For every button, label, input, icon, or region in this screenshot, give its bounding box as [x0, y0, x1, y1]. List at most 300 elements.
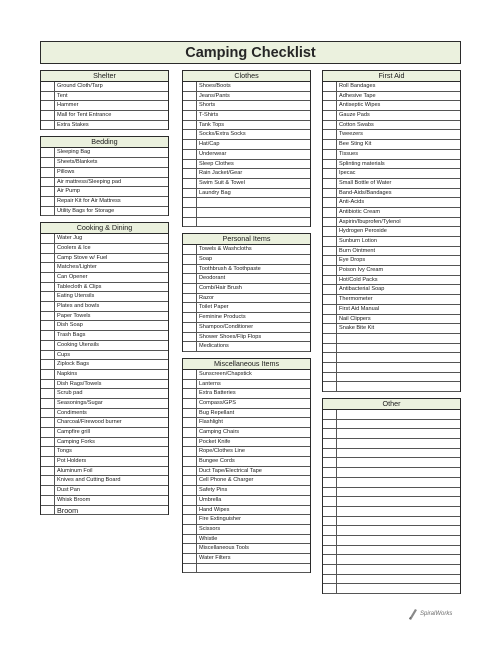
checklist-item-label: Tent: [57, 92, 68, 99]
checkbox[interactable]: [41, 273, 55, 282]
column-middle: [182, 70, 311, 573]
checkbox[interactable]: [183, 428, 197, 437]
column-right: [322, 70, 461, 594]
checklist-item-label: Aluminum Foil: [57, 467, 93, 474]
section-shelter: [40, 70, 169, 130]
checklist-row: [41, 178, 168, 188]
checklist-item-label: Sleeping Bag: [57, 149, 91, 156]
checkbox[interactable]: [183, 535, 197, 544]
checklist-row: [183, 303, 310, 313]
checkbox[interactable]: [323, 160, 337, 169]
checkbox[interactable]: [41, 399, 55, 408]
checklist-item-label: Ipecac: [339, 170, 356, 177]
checkbox[interactable]: [183, 303, 197, 312]
checklist-item-label: Sheets/Blankets: [57, 159, 98, 166]
checklist-item-label: Compass/GPS: [199, 399, 236, 406]
checklist-row: [323, 353, 460, 363]
checklist-item-label: Scrub pad: [57, 390, 83, 397]
checkbox[interactable]: [183, 208, 197, 217]
checkbox[interactable]: [41, 370, 55, 379]
checkbox[interactable]: [323, 266, 337, 275]
checkbox[interactable]: [323, 111, 337, 120]
checklist-item-label: Whisk Broom: [57, 496, 91, 503]
checkbox[interactable]: [183, 245, 197, 254]
checkbox[interactable]: [41, 486, 55, 495]
checklist-row: [183, 333, 310, 343]
checkbox[interactable]: [323, 169, 337, 178]
checklist-row: [41, 148, 168, 158]
checkbox[interactable]: [183, 198, 197, 207]
checkbox[interactable]: [323, 526, 337, 535]
checklist-row: [41, 121, 168, 131]
checklist-item-label: [337, 584, 460, 593]
checklist-row: [41, 111, 168, 121]
checkbox[interactable]: [41, 111, 55, 120]
checkbox[interactable]: [323, 208, 337, 217]
checkbox[interactable]: [323, 150, 337, 159]
checkbox[interactable]: [41, 283, 55, 292]
checkbox[interactable]: [41, 254, 55, 263]
checklist-item-label: Mall for Tent Entrance: [57, 112, 112, 119]
section-firstaid: [322, 70, 461, 392]
checkbox[interactable]: [323, 121, 337, 130]
checklist-row: [323, 526, 460, 536]
checklist-row: [323, 237, 460, 247]
checkbox[interactable]: [183, 101, 197, 110]
checkbox[interactable]: [323, 247, 337, 256]
checkbox[interactable]: [323, 101, 337, 110]
checklist-row: [183, 467, 310, 477]
checkbox[interactable]: [41, 187, 55, 196]
checkbox[interactable]: [183, 294, 197, 303]
checklist-row: [41, 273, 168, 283]
checklist-row: [323, 344, 460, 354]
checklist-item-label: Jeans/Pants: [199, 92, 230, 99]
checklist-row: [183, 208, 310, 218]
checkbox[interactable]: [323, 488, 337, 497]
checklist-row: [41, 370, 168, 380]
checklist-row: [183, 506, 310, 516]
checklist-row: [41, 418, 168, 428]
checklist-row: [183, 457, 310, 467]
checklist-row: [183, 428, 310, 438]
checkbox[interactable]: [183, 218, 197, 227]
checklist-item-label: Tank Tops: [199, 121, 225, 128]
checkbox[interactable]: [183, 111, 197, 120]
checklist-item-label: Broom: [57, 505, 79, 515]
checkbox[interactable]: [323, 179, 337, 188]
checklist-row: [41, 302, 168, 312]
checkbox[interactable]: [323, 536, 337, 545]
pencil-icon: [408, 608, 418, 620]
checkbox[interactable]: [323, 517, 337, 526]
checklist-item-label: [337, 410, 460, 419]
checklist-row: [183, 111, 310, 121]
checklist-item-label: [337, 439, 460, 448]
checklist-row: [323, 256, 460, 266]
checklist-item-label: [337, 565, 460, 574]
checklist-row: [183, 160, 310, 170]
checkbox[interactable]: [323, 276, 337, 285]
checkbox[interactable]: [183, 544, 197, 553]
checkbox[interactable]: [41, 506, 55, 515]
checklist-row: [41, 254, 168, 264]
checkbox[interactable]: [323, 256, 337, 265]
checkbox[interactable]: [183, 418, 197, 427]
checklist-row: [183, 245, 310, 255]
checkbox[interactable]: [41, 341, 55, 350]
checklist-item-label: Nail Clippers: [339, 315, 371, 322]
checkbox[interactable]: [41, 292, 55, 301]
checklist-row: [323, 468, 460, 478]
checkbox[interactable]: [41, 351, 55, 360]
checklist-item-label: Pocket Knife: [199, 438, 231, 445]
checkbox[interactable]: [323, 189, 337, 198]
checkbox[interactable]: [323, 218, 337, 227]
checklist-row: [183, 169, 310, 179]
checkbox[interactable]: [41, 476, 55, 485]
checkbox[interactable]: [41, 457, 55, 466]
checkbox[interactable]: [183, 515, 197, 524]
checkbox[interactable]: [323, 478, 337, 487]
checkbox[interactable]: [183, 409, 197, 418]
checklist-item-label: Air mattress/Sleeping pad: [57, 178, 122, 185]
checklist-item-label: [337, 526, 460, 535]
checkbox[interactable]: [41, 321, 55, 330]
checkbox[interactable]: [323, 546, 337, 555]
checkbox[interactable]: [41, 312, 55, 321]
section-misc: [182, 358, 311, 573]
checklist-row: [183, 274, 310, 284]
checkbox[interactable]: [323, 584, 337, 593]
checkbox[interactable]: [183, 284, 197, 293]
checklist-row: [323, 208, 460, 218]
checkbox[interactable]: [323, 305, 337, 314]
checklist-item-label: Dish Rags/Towels: [57, 380, 102, 387]
checkbox[interactable]: [41, 428, 55, 437]
checklist-row: [183, 294, 310, 304]
checklist-row: [183, 370, 310, 380]
checklist-row: [323, 121, 460, 131]
section-heading-bedding: Bedding: [41, 136, 168, 148]
checklist-row: [323, 565, 460, 575]
checkbox[interactable]: [183, 389, 197, 398]
checklist-row: [323, 497, 460, 507]
checkbox[interactable]: [183, 265, 197, 274]
checkbox[interactable]: [183, 399, 197, 408]
checkbox[interactable]: [41, 207, 55, 216]
checkbox[interactable]: [323, 507, 337, 516]
checklist-row: [323, 179, 460, 189]
checklist-item-label: [337, 575, 460, 584]
checklist-row: [41, 234, 168, 244]
checklist-item-label: [337, 429, 460, 438]
checklist-item-label: Water Jug: [57, 235, 83, 242]
checklist-item-label: Roll Bandages: [339, 83, 376, 89]
checklist-row: [323, 315, 460, 325]
checkbox[interactable]: [41, 331, 55, 340]
checkbox[interactable]: [41, 121, 55, 130]
checkbox[interactable]: [183, 169, 197, 178]
checklist-item-label: Dust Pan: [57, 487, 81, 494]
checklist-row: [323, 536, 460, 546]
checkbox[interactable]: [41, 148, 55, 157]
checkbox[interactable]: [183, 274, 197, 283]
checkbox[interactable]: [41, 244, 55, 253]
checkbox[interactable]: [323, 198, 337, 207]
checklist-item-label: Dish Soap: [57, 322, 83, 329]
checkbox[interactable]: [183, 496, 197, 505]
checklist-item-label: [337, 517, 460, 526]
checkbox[interactable]: [41, 92, 55, 101]
checklist-item-label: [197, 198, 310, 207]
checklist-row: [183, 255, 310, 265]
checklist-item-label: Bungee Cords: [199, 458, 235, 465]
checklist-row: [183, 284, 310, 294]
column-left: [40, 70, 169, 515]
checklist-row: [41, 506, 168, 516]
checklist-item-label: Trash Bags: [57, 332, 86, 339]
checkbox[interactable]: [323, 92, 337, 101]
checkbox[interactable]: [323, 315, 337, 324]
checklist-item-label: Soap: [199, 256, 213, 262]
checkbox[interactable]: [183, 342, 197, 351]
checkbox[interactable]: [323, 555, 337, 564]
checklist-item-label: Miscellaneous Tools: [199, 545, 249, 552]
checkbox[interactable]: [41, 447, 55, 456]
checklist-row: [41, 292, 168, 302]
checkbox[interactable]: [183, 506, 197, 515]
checklist-row: [323, 92, 460, 102]
checkbox[interactable]: [183, 447, 197, 456]
checklist-row: [41, 244, 168, 254]
checkbox[interactable]: [323, 497, 337, 506]
checkbox[interactable]: [41, 234, 55, 243]
checklist-item-label: [337, 497, 460, 506]
checkbox[interactable]: [41, 302, 55, 311]
checklist-row: [323, 140, 460, 150]
checkbox[interactable]: [183, 313, 197, 322]
checklist-row: [323, 218, 460, 228]
checkbox[interactable]: [323, 285, 337, 294]
checkbox[interactable]: [323, 449, 337, 458]
checklist-row: [183, 515, 310, 525]
checklist-item-label: Water Filters: [199, 554, 231, 561]
checklist-item-label: Extra Batteries: [199, 390, 236, 397]
checkbox[interactable]: [183, 525, 197, 534]
checkbox[interactable]: [323, 334, 337, 343]
checkbox[interactable]: [41, 438, 55, 447]
checklist-item-label: First Aid Manual: [339, 305, 380, 312]
checklist-row: [323, 555, 460, 565]
checklist-row: [41, 457, 168, 467]
checkbox[interactable]: [183, 438, 197, 447]
section-clothes: [182, 70, 311, 227]
checklist-row: [323, 373, 460, 383]
checklist-row: [183, 447, 310, 457]
checklist-item-label: Hammer: [57, 102, 79, 109]
checklist-item-label: Camp Stove w/ Fuel: [57, 254, 108, 261]
spiralworks-logo: [408, 608, 452, 620]
checklist-row: [323, 130, 460, 140]
checklist-row: [41, 321, 168, 331]
checklist-item-label: Shorts: [199, 102, 216, 109]
checkbox[interactable]: [323, 237, 337, 246]
checkbox[interactable]: [41, 380, 55, 389]
checklist-row: [323, 198, 460, 208]
checkbox[interactable]: [183, 160, 197, 169]
checkbox[interactable]: [183, 150, 197, 159]
checklist-item-label: Can Opener: [57, 274, 88, 280]
checkbox[interactable]: [183, 333, 197, 342]
checkbox[interactable]: [183, 380, 197, 389]
checklist-row: [323, 295, 460, 305]
checklist-item-label: Napkins: [57, 370, 78, 377]
checkbox[interactable]: [41, 158, 55, 167]
checklist-row: [323, 488, 460, 498]
checkbox[interactable]: [323, 410, 337, 419]
checklist-item-label: [197, 208, 310, 217]
checklist-row: [323, 458, 460, 468]
checklist-row: [41, 92, 168, 102]
checklist-item-label: Deodorant: [199, 275, 226, 282]
checklist-row: [41, 496, 168, 506]
checklist-item-label: Aspirin/Ibuprofen/Tylenol: [339, 218, 401, 225]
checklist-row: [183, 564, 310, 574]
checkbox[interactable]: [323, 363, 337, 372]
checkbox[interactable]: [323, 373, 337, 382]
checkbox[interactable]: [323, 344, 337, 353]
checklist-item-label: Camping Chairs: [199, 429, 240, 435]
checklist-row: [41, 351, 168, 361]
checkbox[interactable]: [323, 575, 337, 584]
section-personal: [182, 233, 311, 352]
checkbox[interactable]: [183, 467, 197, 476]
checkbox[interactable]: [41, 168, 55, 177]
checklist-item-label: Splinting materials: [339, 160, 385, 167]
checkbox[interactable]: [183, 179, 197, 188]
checkbox[interactable]: [183, 140, 197, 149]
checklist-item-label: [337, 363, 460, 372]
checklist-item-label: Fire Extinguisher: [199, 516, 241, 523]
checklist-item-label: Poison Ivy Cream: [339, 267, 384, 274]
checkbox[interactable]: [183, 323, 197, 332]
checkbox[interactable]: [183, 554, 197, 563]
checkbox[interactable]: [323, 324, 337, 333]
checkbox[interactable]: [41, 82, 55, 91]
checklist-row: [323, 420, 460, 430]
checklist-item-label: Charcoal/Firewood burner: [57, 419, 122, 426]
checklist-item-label: Hat/Cap: [199, 141, 220, 148]
checkbox[interactable]: [41, 389, 55, 398]
checklist-row: [41, 283, 168, 293]
checklist-item-label: [197, 218, 310, 227]
checklist-item-label: Sunburn Lotion: [339, 238, 377, 244]
checkbox[interactable]: [323, 468, 337, 477]
checklist-row: [323, 111, 460, 121]
checkbox[interactable]: [41, 101, 55, 110]
checkbox[interactable]: [41, 418, 55, 427]
checkbox[interactable]: [323, 458, 337, 467]
checklist-row: [183, 101, 310, 111]
checklist-item-label: Tweezers: [339, 131, 363, 138]
checkbox[interactable]: [41, 409, 55, 418]
checkbox[interactable]: [323, 420, 337, 429]
checklist-item-label: Hot/Cold Packs: [339, 276, 378, 283]
checkbox[interactable]: [41, 263, 55, 272]
checklist-row: [183, 476, 310, 486]
checklist-item-label: Tablecloth & Clips: [57, 283, 102, 290]
checklist-item-label: Cotton Swabs: [339, 121, 374, 128]
checklist-row: [183, 218, 310, 228]
checkbox[interactable]: [183, 82, 197, 91]
checkbox[interactable]: [183, 370, 197, 379]
checklist-row: [41, 207, 168, 217]
checklist-item-label: Socks/Extra Socks: [199, 131, 246, 138]
checkbox[interactable]: [183, 486, 197, 495]
checkbox[interactable]: [41, 496, 55, 505]
checklist-row: [323, 101, 460, 111]
checklist-item-label: Thermometer: [339, 296, 373, 303]
checkbox[interactable]: [323, 227, 337, 236]
checklist-item-label: Rope/Clothes Line: [199, 448, 246, 455]
checklist-item-label: [337, 488, 460, 497]
checkbox[interactable]: [323, 382, 337, 391]
checkbox[interactable]: [323, 429, 337, 438]
checkbox[interactable]: [41, 467, 55, 476]
checklist-row: [183, 380, 310, 390]
checkbox[interactable]: [183, 564, 197, 573]
checklist-row: [41, 389, 168, 399]
checklist-row: [41, 331, 168, 341]
checkbox[interactable]: [323, 130, 337, 139]
checklist-item-label: Razor: [199, 294, 214, 301]
section-heading-cooking: Cooking & Dining: [41, 222, 168, 234]
checklist-item-label: Air Pump: [57, 188, 81, 195]
checkbox[interactable]: [323, 295, 337, 304]
checkbox[interactable]: [41, 360, 55, 369]
checklist-row: [323, 150, 460, 160]
checklist-item-label: Eye Drops: [339, 257, 366, 264]
checkbox[interactable]: [323, 82, 337, 91]
checkbox[interactable]: [323, 140, 337, 149]
checklist-item-label: Band-Aids/Bandages: [339, 189, 392, 196]
checklist-row: [183, 418, 310, 428]
checklist-item-label: Camping Forks: [57, 438, 95, 445]
checkbox[interactable]: [41, 197, 55, 206]
checklist-item-label: Ziplock Bags: [57, 361, 90, 368]
checklist-row: [183, 399, 310, 409]
checkbox[interactable]: [183, 476, 197, 485]
checklist-row: [41, 476, 168, 486]
checklist-item-label: Snake Bite Kit: [339, 325, 375, 332]
checkbox[interactable]: [323, 353, 337, 362]
checkbox[interactable]: [323, 439, 337, 448]
checkbox[interactable]: [41, 178, 55, 187]
checklist-item-label: [337, 555, 460, 564]
checklist-row: [41, 409, 168, 419]
checkbox[interactable]: [183, 121, 197, 130]
checklist-item-label: Gauze Pads: [339, 112, 370, 119]
checkbox[interactable]: [323, 565, 337, 574]
checklist-row: [183, 389, 310, 399]
checklist-row: [323, 517, 460, 527]
checkbox[interactable]: [183, 92, 197, 101]
checkbox[interactable]: [183, 255, 197, 264]
checkbox[interactable]: [183, 457, 197, 466]
checkbox[interactable]: [183, 189, 197, 198]
checkbox[interactable]: [183, 130, 197, 139]
